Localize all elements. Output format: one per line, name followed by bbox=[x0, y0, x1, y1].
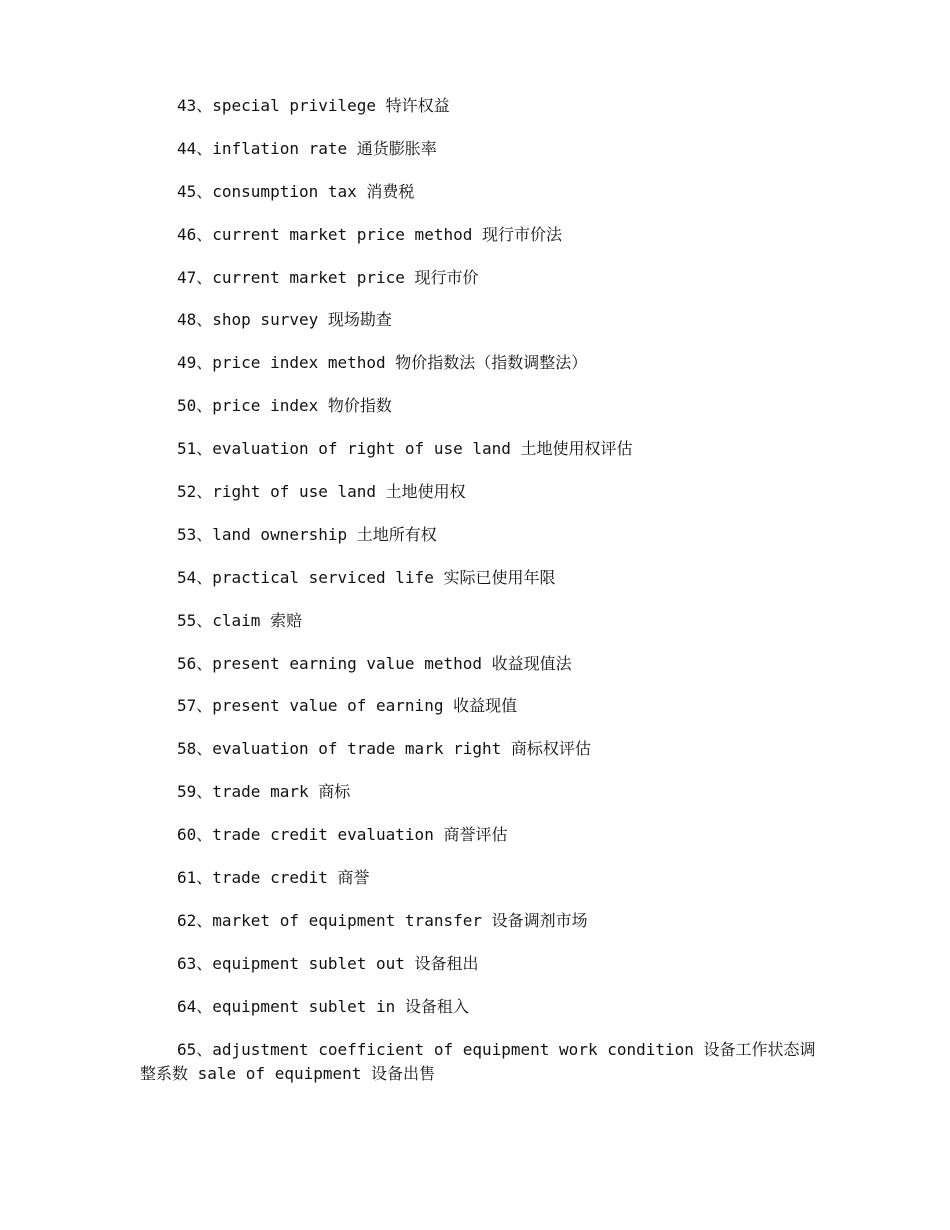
glossary-entry: 50、price index 物价指数 bbox=[177, 396, 392, 416]
glossary-entry: 62、market of equipment transfer 设备调剂市场 bbox=[177, 910, 588, 930]
glossary-entry: 60、trade credit evaluation 商誉评估 bbox=[177, 825, 508, 845]
glossary-entry: 53、land ownership 土地所有权 bbox=[177, 524, 437, 544]
glossary-entry: 55、claim 索赔 bbox=[177, 610, 303, 630]
glossary-entry: 49、price index method 物价指数法（指数调整法） bbox=[177, 353, 588, 373]
glossary-entry: 48、shop survey 现场勘查 bbox=[177, 310, 392, 330]
glossary-entry: 59、trade mark 商标 bbox=[177, 782, 351, 802]
glossary-entry: 47、current market price 现行市价 bbox=[177, 267, 479, 287]
glossary-entry: 45、consumption tax 消费税 bbox=[177, 181, 415, 201]
glossary-entry: 65、adjustment coefficient of equipment work condition 设备工作状态调整系数 sale of equipment 设备出售 bbox=[140, 1039, 816, 1084]
glossary-entry: 54、practical serviced life 实际已使用年限 bbox=[177, 567, 556, 587]
glossary-entry: 64、equipment sublet in 设备租入 bbox=[177, 996, 469, 1016]
glossary-entry: 44、inflation rate 通货膨胀率 bbox=[177, 138, 437, 158]
glossary-entry: 51、evaluation of right of use land 土地使用权评估 bbox=[177, 439, 633, 459]
glossary-entry: 58、evaluation of trade mark right 商标权评估 bbox=[177, 739, 591, 759]
glossary-entry: 43、special privilege 特许权益 bbox=[177, 96, 450, 115]
glossary-entry: 56、present earning value method 收益现值法 bbox=[177, 653, 572, 673]
glossary-entry: 52、right of use land 土地使用权 bbox=[177, 482, 466, 502]
glossary-entry: 61、trade credit 商誉 bbox=[177, 868, 370, 888]
glossary-entry: 46、current market price method 现行市价法 bbox=[177, 224, 562, 244]
glossary-entry: 63、equipment sublet out 设备租出 bbox=[177, 953, 479, 973]
glossary-list bbox=[140, 94, 820, 1087]
glossary-entry: 57、present value of earning 收益现值 bbox=[177, 696, 518, 716]
